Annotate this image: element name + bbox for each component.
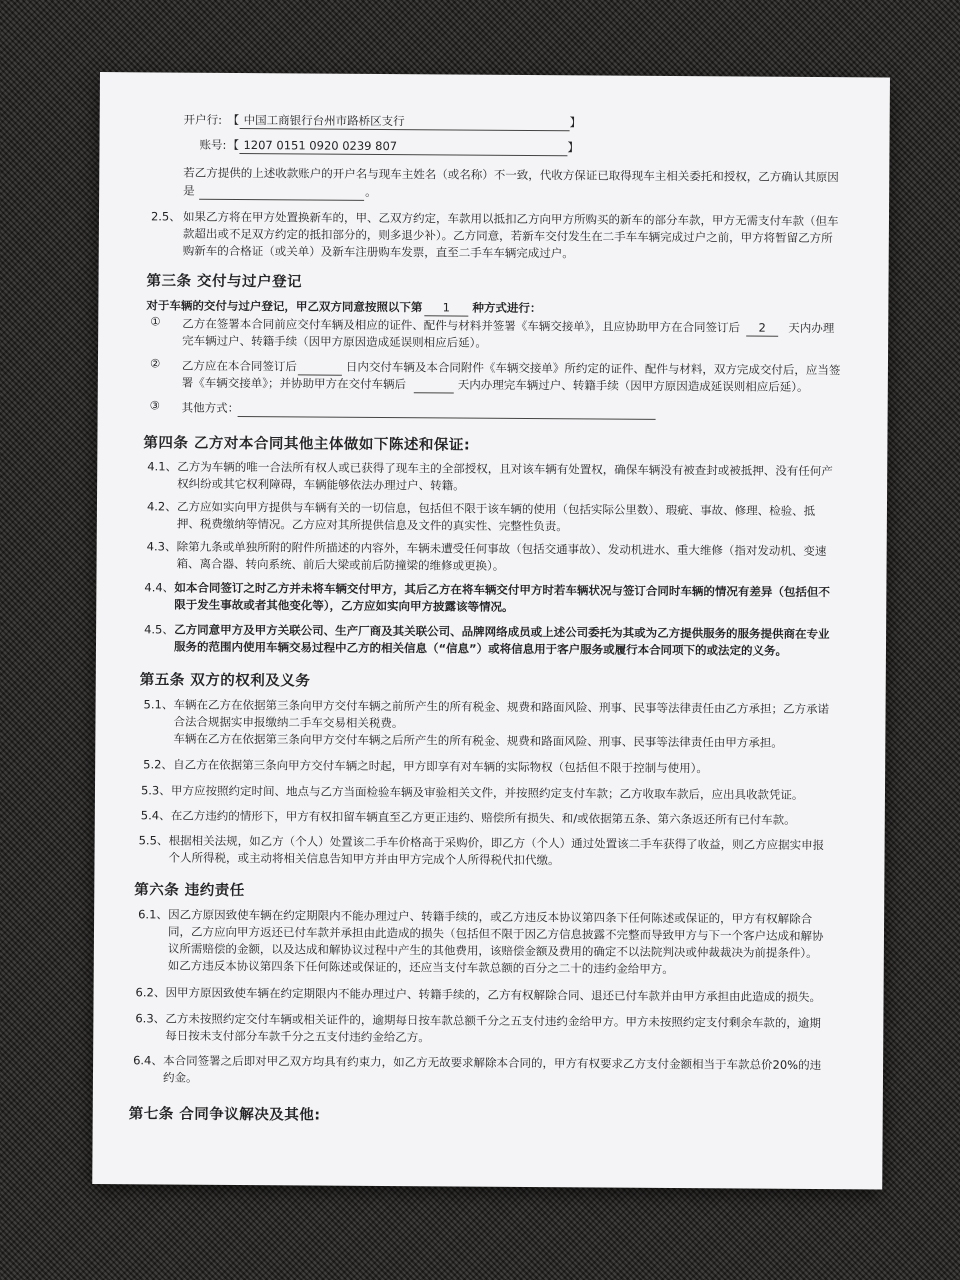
clause-4-2-num: 4.2、 — [146, 499, 177, 514]
clause-4-1-line2: 权纠纷或其它权利障碍，车辆能够依法办理过户、转籍。 — [177, 476, 465, 493]
clause-6-3-num: 6.3、 — [135, 1011, 166, 1026]
clause-6-1-line4: 如乙方违反本协议第四条下任何陈述或保证的，还应当支付车款总额的百分之二十的违约金给甲方。 — [167, 958, 674, 977]
account-bracket-close: 】 — [567, 140, 580, 155]
bank-value: 中国工商银行台州市路桥区支行 — [243, 113, 405, 129]
clause-4-3-line1: 除第九条或单独所附的附件所描述的内容外，车辆未遭受任何事故（包括交通事故）、发动机进水、重大维修（指对发动机、变速 — [176, 539, 827, 559]
clause-5-4-line1: 在乙方违约的情形下，甲方有权扣留车辆直至乙方更正违约、赔偿所有损失、和/或依据第五条、第六条返还所有已付车款。 — [170, 808, 796, 827]
clause-4-5-line1: 乙方同意甲方及甲方关联公司、生产厂商及其关联公司、品牌网络成员或上述公司委托为其或为乙方提供服务的服务提供商在专业 — [174, 622, 830, 642]
clause-6-3-line2: 每日按未支付部分车款千分之五支付违约金给乙方。 — [165, 1028, 430, 1045]
note-line1: 若乙方提供的上述收款账户的开户名与现车主姓名（或名称）不一致，代收方保证已取得现车主相关委托和授权，乙方确认其原因 — [183, 165, 839, 185]
clause-4-1-line1: 乙方为车辆的唯一合法所有权人或已获得了现车主的全部授权，且对该车辆有处置权，确保车辆没有被查封或被抵押、没有任何产 — [177, 459, 833, 479]
clause-6-1-line3: 议所需赔偿的金额，以及达成和解协议过程中产生的其他费用，该赔偿金额及费用的确定不以法院判决或仲裁裁决为前提条件）。 — [167, 941, 818, 961]
option-2-transfer-blank — [414, 392, 454, 393]
section-4-title: 第四条 乙方对本合同其他主体做如下陈述和保证: — [143, 435, 471, 454]
clause-2-5-line3: 购新车的合格证（或关单）及新车注册购车发票，直至二手车车辆完成过户。 — [182, 243, 574, 261]
section-5-title: 第五条 双方的权利及义务 — [139, 672, 311, 690]
bank-bracket-open: 【 — [227, 112, 240, 127]
clause-5-5-num: 5.5、 — [138, 833, 169, 848]
clause-5-3-line1: 甲方应按照约定时间、地点与乙方当面检验车辆及审验相关文件，并按照约定支付车款；乙方收取车款后，应出具收款凭证。 — [170, 783, 804, 802]
account-value: 1207 0151 0920 0239 807 — [243, 138, 398, 154]
account-bracket-open: 【 — [227, 137, 240, 152]
option-1-marker: ① — [150, 314, 161, 329]
clause-4-5-line2: 服务的范围内使用车辆交易过程中乙方的相关信息（“信息”）或将信息用于客户服务或履行本合同项下的或法定的义务。 — [173, 639, 788, 658]
clause-4-2-line1: 乙方应如实向甲方提供与车辆有关的一切信息，包括但不限于该车辆的使用（包括实际公里数）、瑕疵、事故、修理、检验、抵 — [176, 499, 816, 519]
account-underline — [239, 153, 567, 156]
clause-5-1-num: 5.1、 — [143, 697, 174, 712]
clause-4-4-num: 4.4、 — [144, 580, 175, 595]
section-3-title: 第三条 交付与过户登记 — [146, 273, 303, 291]
option-1-line1-pre: 乙方在签署本合同前应交付车辆及相应的证件、配件与材料并签署《车辆交接单》，且应协助甲方在合同签订后 — [182, 316, 741, 335]
clause-6-3-line1: 乙方未按照约定交付车辆或相关证件的，逾期每日按车款总额千分之五支付违约金给甲方。甲方未按照约定支付剩余车款的，逾期 — [165, 1011, 821, 1031]
option-3-marker: ③ — [149, 398, 161, 413]
clause-5-2-num: 5.2、 — [143, 757, 174, 772]
clause-4-4-line1: 如本合同签订之时乙方并未将车辆交付甲方，其后乙方在将车辆交付甲方时若车辆状况与签订合同时车辆的情况有差异（包括但不 — [174, 580, 830, 600]
option-3-blank — [238, 416, 656, 420]
bank-bracket-close: 】 — [569, 115, 582, 130]
section-6-title: 第六条 违约责任 — [134, 882, 245, 900]
option-2-line2-pre: 署《车辆交接单》；并协助甲方在交付车辆后 — [181, 375, 407, 392]
account-label: 账号: — [199, 137, 227, 152]
clause-5-2-line1: 自乙方在依据第三条向甲方交付车辆之时起，甲方即享有对车辆的实际物权（包括但不限于控制与使用）。 — [173, 757, 708, 776]
clause-6-2-line1: 因甲方原因致使车辆在约定期限内不能办理过户、转籍手续的，乙方有权解除合同、退还已付车款并由甲方承担由此造成的损失。 — [165, 985, 822, 1005]
clause-6-1-line2: 同，乙方应向甲方返还已付车款并承担由此造成的损失（包括但不限于因乙方信息披露不完整而导致甲方与下一个客户达成和解协 — [167, 924, 824, 944]
clause-2-5-line2: 款超出或不足双方约定的抵扣部分的，则多退少补）。乙方同意，若新车交付发生在二手车车辆完成过户之前，甲方将暂留乙方所 — [182, 226, 833, 246]
clause-4-2-line2: 押、税费缴纳等情况。乙方应对其所提供信息及文件的真实性、完整性负责。 — [176, 516, 568, 534]
section-3-intro-pre: 对于车辆的交付与过户登记，甲乙双方同意按照以下第 — [146, 298, 423, 315]
note-line2-pre: 是 — [183, 183, 195, 198]
clause-4-1-num: 4.1、 — [147, 459, 178, 474]
clause-5-4-num: 5.4、 — [140, 808, 171, 823]
option-2-line1-mid: 日内交付车辆及本合同附件《车辆交接单》所约定的证件、配件与材料，双方完成交付后，应当签 — [345, 359, 841, 378]
section-3-intro-post: 种方式进行： — [472, 300, 542, 316]
note-line2-post: 。 — [365, 184, 377, 199]
clause-5-1-line3: 车辆在乙方在依据第三条向甲方交付车辆之后所产生的所有税金、规费和路面风险、刑事、民事等法律责任由甲方承担。 — [173, 731, 783, 750]
clause-6-4-line1: 本合同签署之后即对甲乙双方均具有约束力，如乙方无故要求解除本合同的，甲方有权要求乙方支付金额相当于车款总价20%的违 — [163, 1053, 822, 1073]
option-1-line1-post: 天内办理 — [788, 320, 835, 336]
option-1-days: 2 — [746, 320, 778, 337]
option-2-line2-post: 天内办理完车辆过户、转籍手续（因甲方原因造成延误则相应后延）。 — [457, 377, 809, 394]
clause-2-5-line1: 如果乙方将在甲方处置换新车的，甲、乙双方约定，车款用以抵扣乙方向甲方所购买的新车的部分车款，甲方无需支付车款（但车 — [182, 209, 839, 229]
contract-page — [92, 72, 890, 1189]
section-7-title: 第七条 合同争议解决及其他: — [128, 1106, 321, 1124]
clause-2-5-num: 2.5、 — [150, 209, 181, 224]
clause-6-4-line2: 约金。 — [162, 1070, 198, 1085]
note-blank — [199, 199, 364, 201]
clause-5-3-num: 5.3、 — [140, 783, 171, 798]
bank-underline — [240, 128, 570, 131]
clause-6-2-num: 6.2、 — [135, 985, 166, 1000]
option-2-marker: ② — [149, 356, 161, 371]
clause-6-1-line1: 因乙方原因致使车辆在约定期限内不能办理过户、转籍手续的，或乙方违反本协议第四条下任何陈述或保证的，甲方有权解除合 — [168, 907, 813, 926]
option-3-label: 其他方式： — [181, 400, 240, 415]
clause-4-4-line2: 限于发生事故或者其他变化等），乙方应如实向甲方披露该等情况。 — [174, 597, 514, 614]
option-2-line1-pre: 乙方应在本合同签订后 — [181, 358, 297, 374]
clause-5-1-line2: 合法合规据实申报缴纳二手车交易相关税费。 — [173, 714, 404, 731]
clause-4-3-num: 4.3、 — [146, 539, 177, 554]
clause-6-4-num: 6.4、 — [133, 1053, 163, 1068]
clause-5-5-line1: 根据相关法规，如乙方（个人）处置该二手车价格高于采购价，即乙方（个人）通过处置该二手车获得了收益，则乙方应据实申报 — [168, 833, 825, 853]
clause-5-1-line1: 车辆在乙方在依据第三条向甲方交付车辆之前所产生的所有税金、规费和路面风险、刑事、民事等法律责任由乙方承担；乙方承诺 — [173, 697, 830, 717]
clause-4-5-num: 4.5、 — [144, 622, 174, 637]
clause-4-3-line2: 箱、离合器、转向系统、前后大梁或前后防撞梁的维修或更换）。 — [176, 556, 505, 573]
section-3-method-number: 1 — [424, 299, 468, 316]
option-1-line2: 完车辆过户、转籍手续（因甲方原因造成延误则相应后延）。 — [182, 333, 487, 350]
bank-label: 开户行: — [183, 112, 223, 127]
clause-6-1-num: 6.1、 — [138, 907, 168, 922]
clause-5-5-line2: 个人所得税，或主动将相关信息告知甲方并由甲方完成个人所得税代扣代缴。 — [168, 850, 560, 868]
